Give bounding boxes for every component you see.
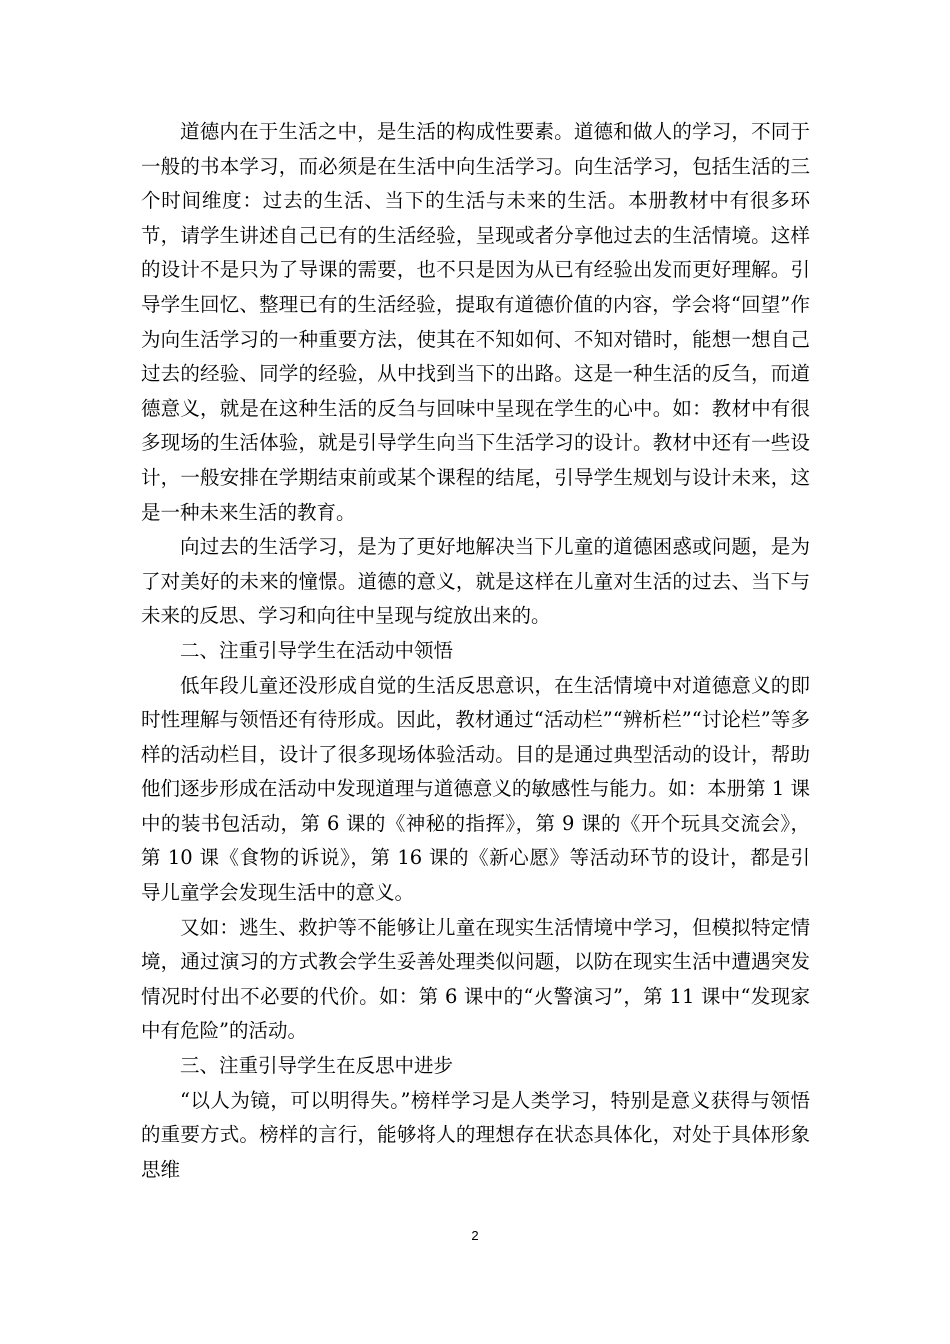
- paragraph: 又如：逃生、救护等不能够让儿童在现实生活情境中学习，但模拟特定情境，通过演习的方式教会学生妥善处理类似问题，以防在现实生活中遭遇突发情况时付出不必要的代价。如：第 6 课中的“火警演习”，第 11 课中“发现家中有危险”的活动。: [141, 915, 810, 1043]
- paragraph: “以人为镜，可以明得失。”榜样学习是人类学习，特别是意义获得与领悟的重要方式。榜样的言行，能够将人的理想存在状态具体化，对处于具体形象思维: [141, 1088, 810, 1181]
- document-body: [141, 115, 810, 1187]
- paragraph: 低年段儿童还没形成自觉的生活反思意识，在生活情境中对道德意义的即时性理解与领悟还有待形成。因此，教材通过“活动栏”“辨析栏”“讨论栏”等多样的活动栏目，设计了很多现场体验活动。目的是通过典型活动的设计，帮助他们逐步形成在活动中发现道理与道德意义的敏感性与能力。如：本册第 1 课中的装书包活动，第 6 课的《神秘的指挥》，第 9 课的《开个玩具交流会》，第 10 课《食物的诉说》，第 16 课的《新心愿》等活动环节的设计，都是引导儿童学会发现生活中的意义。: [141, 673, 810, 905]
- section-heading: 三、注重引导学生在反思中进步: [180, 1054, 454, 1078]
- section-heading: 二、注重引导学生在活动中领悟: [180, 638, 454, 662]
- page-number: 2: [471, 1228, 479, 1243]
- paragraph: 道德内在于生活之中，是生活的构成性要素。道德和做人的学习，不同于一般的书本学习，而必须是在生活中向生活学习。向生活学习，包括生活的三个时间维度：过去的生活、当下的生活与未来的生活。本册教材中有很多环节，请学生讲述自己已有的生活经验，呈现或者分享他过去的生活情境。这样的设计不是只为了导课的需要，也不只是因为从已有经验出发而更好理解。引导学生回忆、整理已有的生活经验，提取有道德价值的内容，学会将“回望”作为向生活学习的一种重要方法，使其在不知如何、不知对错时，能想一想自己过去的经验、同学的经验，从中找到当下的出路。这是一种生活的反刍，而道德意义，就是在这种生活的反刍与回味中呈现在学生的心中。如：教材中有很多现场的生活体验，就是引导学生向当下生活学习的设计。教材中还有一些设计，一般安排在学期结束前或某个课程的结尾，引导学生规划与设计未来，这是一种未来生活的教育。: [141, 120, 810, 524]
- paragraph: 向过去的生活学习，是为了更好地解决当下儿童的道德困惑或问题，是为了对美好的未来的憧憬。道德的意义，就是这样在儿童对生活的过去、当下与未来的反思、学习和向往中呈现与绽放出来的。: [141, 535, 810, 628]
